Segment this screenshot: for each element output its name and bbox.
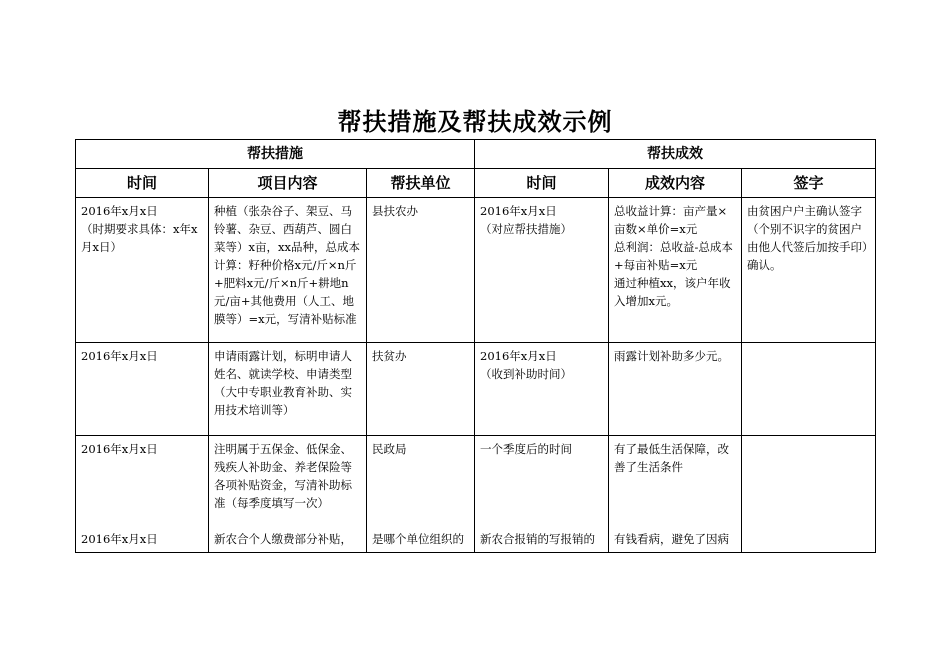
- cell-result-time-entry-2: 新农合报销的写报销的: [480, 532, 595, 546]
- cell-unit-entry: 民政局: [372, 442, 407, 456]
- cell-time: 2016年x月x日 （时期要求具体：x年x月x日）: [76, 198, 209, 343]
- cell-signature: [742, 436, 876, 553]
- table-row: [76, 343, 876, 436]
- cell-signature: [742, 343, 876, 436]
- column-header-row: [76, 169, 876, 198]
- cell-result-time: [475, 436, 609, 553]
- cell-result-entry-2: 有钱看病，避免了因病: [614, 532, 729, 546]
- cell-content: 申请雨露计划，标明申请人姓名、就读学校、申请类型（大中专职业教育补助、实用技术培训等）: [209, 343, 367, 436]
- cell-time: [76, 436, 209, 553]
- cell-content: [209, 436, 367, 553]
- table-row: [76, 198, 876, 343]
- cell-result: 总收益计算：亩产量×亩数×单价=x元 总利润：总收益-总成本+每亩补贴=x元 通过种植xx，该户年收入增加x元。: [609, 198, 742, 343]
- cell-result-entry: 有了最低生活保障，改善了生活条件: [614, 442, 729, 474]
- cell-result: 雨露计划补助多少元。: [609, 343, 742, 436]
- cell-content-entry-2: 新农合个人缴费部分补贴，: [214, 532, 352, 546]
- cell-time-entry-2: 2016年x月x日: [81, 532, 158, 546]
- cell-unit: 扶贫办: [367, 343, 475, 436]
- cell-signature: 由贫困户户主确认签字（个别不识字的贫困户由他人代签后加按手印）确认。: [742, 198, 876, 343]
- cell-result-time: 2016年x月x日 （收到补助时间）: [475, 343, 609, 436]
- cell-result-time-entry: 一个季度后的时间: [480, 442, 572, 456]
- cell-content-entry: 注明属于五保金、低保金、残疾人补助金、养老保险等各项补贴资金，写清补助标准（每季度填写一次）: [214, 442, 352, 510]
- group-header-row: [76, 140, 876, 169]
- cell-result: [609, 436, 742, 553]
- col-header-content: 项目内容: [209, 169, 367, 198]
- cell-content: 种植（张杂谷子、架豆、马铃薯、杂豆、西葫芦、圆白菜等）x亩，xx品种，总成本计算：籽种价格x元/斤×n斤+肥料x元/斤×n斤+耕地n元/亩+其他费用（人工、地膜等）=x元，写清补贴标准: [209, 198, 367, 343]
- table-row: [76, 436, 876, 553]
- col-header-time: 时间: [76, 169, 209, 198]
- cell-result-time: 2016年x月x日 （对应帮扶措施）: [475, 198, 609, 343]
- col-header-result-time: 时间: [475, 169, 609, 198]
- page-title: 帮扶措施及帮扶成效示例: [337, 107, 613, 136]
- col-header-unit: 帮扶单位: [367, 169, 475, 198]
- cell-time: 2016年x月x日: [76, 343, 209, 436]
- col-header-signature: 签字: [742, 169, 876, 198]
- cell-unit: 县扶农办: [367, 198, 475, 343]
- cell-unit: [367, 436, 475, 553]
- cell-time-entry: 2016年x月x日: [81, 442, 158, 456]
- group-measures: 帮扶措施: [76, 140, 475, 169]
- assistance-table: [75, 139, 876, 553]
- cell-unit-entry-2: 是哪个单位组织的: [372, 532, 464, 546]
- col-header-result: 成效内容: [609, 169, 742, 198]
- group-results: 帮扶成效: [475, 140, 876, 169]
